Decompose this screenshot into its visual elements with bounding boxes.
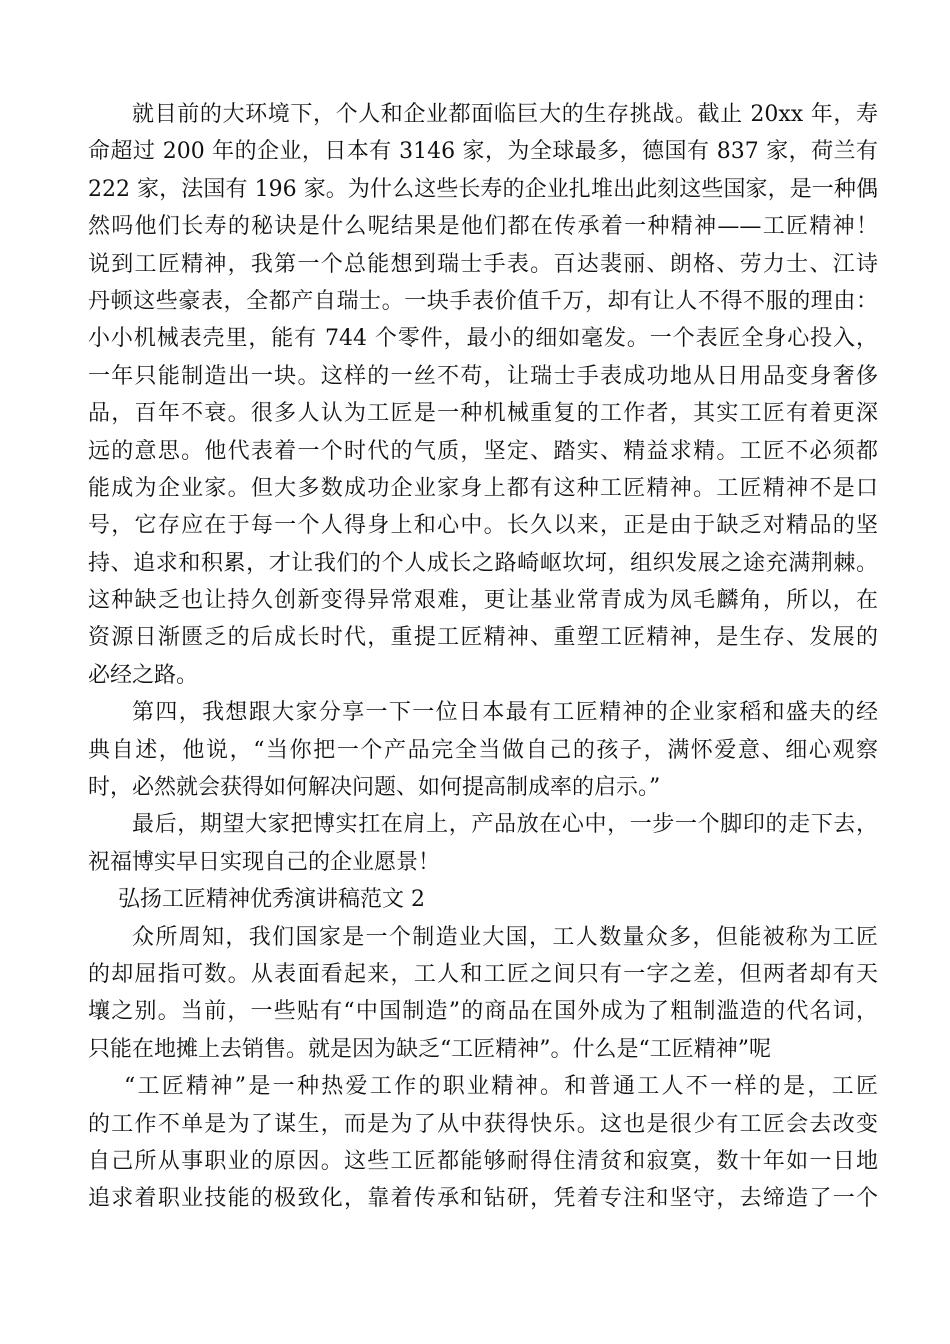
text-line: 222 家，法国有 196 家。为什么这些长寿的企业扎堆出此刻这些国家，是一种偶 bbox=[88, 176, 878, 202]
text-line: 最后，期望大家把博实扛在肩上，产品放在心中，一步一个脚印的走下去， bbox=[132, 812, 878, 838]
text-line: 必经之路。 bbox=[88, 662, 199, 688]
text-line: 自己所从事职业的原因。这些工匠都能够耐得住清贫和寂寞，数十年如一日地 bbox=[88, 1148, 878, 1174]
text-line: 就目前的大环境下，个人和企业都面临巨大的生存挑战。截止 20xx 年，寿 bbox=[132, 102, 878, 127]
text-line: 一年只能制造出一块。这样的一丝不苟，让瑞士手表成功地从日用品变身奢侈 bbox=[88, 363, 878, 389]
text-line: 只能在地摊上去销售。就是因为缺乏“工匠精神”。什么是“工匠精神”呢 bbox=[88, 1036, 771, 1062]
text-line: 命超过 200 年的企业，日本有 3146 家，为全球最多，德国有 837 家，荷兰有 bbox=[88, 139, 878, 165]
text-line: 第四，我想跟大家分享一下一位日本最有工匠精神的企业家稻和盛夫的经 bbox=[132, 700, 878, 726]
text-line: 壤之别。当前，一些贴有“中国制造”的商品在国外成为了粗制滥造的代名词， bbox=[88, 999, 878, 1025]
text-line: 祝福博实早日实现自己的企业愿景！ bbox=[88, 849, 441, 875]
section-heading: 弘扬工匠精神优秀演讲稿范文 2 bbox=[118, 887, 425, 913]
text-line: 这种缺乏也让持久创新变得异常艰难，更让基业常青成为凤毛麟角，所以，在 bbox=[88, 588, 878, 614]
text-line: 资源日渐匮乏的后成长时代，重提工匠精神、重塑工匠精神，是生存、发展的 bbox=[88, 625, 878, 651]
text-line: 小小机械表壳里，能有 744 个零件，最小的细如毫发。一个表匠全身心投入， bbox=[88, 326, 878, 352]
text-line: 品，百年不衰。很多人认为工匠是一种机械重复的工作者，其实工匠有着更深 bbox=[88, 401, 878, 427]
text-line: 持、追求和积累，才让我们的个人成长之路崎岖坎坷，组织发展之途充满荆棘。 bbox=[88, 550, 878, 576]
text-line: 能成为企业家。但大多数成功企业家身上都有这种工匠精神。工匠精神不是口 bbox=[88, 475, 878, 501]
text-line: 然吗他们长寿的秘诀是什么呢结果是他们都在传承着一种精神——工匠精神！ bbox=[88, 214, 878, 240]
text-line: 丹顿这些豪表，全都产自瑞士。一块手表价值千万，却有让人不得不服的理由： bbox=[88, 288, 878, 314]
text-line: 号，它存应在于每一个人得身上和心中。长久以来，正是由于缺乏对精品的坚 bbox=[88, 513, 878, 539]
text-line: 的工作不单是为了谋生，而是为了从中获得快乐。这也是很少有工匠会去改变 bbox=[88, 1111, 878, 1137]
text-line: 典自述，他说，“当你把一个产品完全当做自己的孩子，满怀爱意、细心观察 bbox=[88, 737, 878, 763]
text-line: 追求着职业技能的极致化，靠着传承和钻研，凭着专注和坚守，去缔造了一个 bbox=[88, 1186, 878, 1212]
text-line: 说到工匠精神，我第一个总能想到瑞士手表。百达裴丽、朗格、劳力士、江诗 bbox=[88, 251, 878, 277]
document-body bbox=[88, 96, 878, 1218]
text-line: 远的意思。他代表着一个时代的气质，坚定、踏实、精益求精。工匠不必须都 bbox=[88, 438, 878, 464]
text-line: 的却屈指可数。从表面看起来，工人和工匠之间只有一字之差，但两者却有天 bbox=[88, 961, 878, 987]
text-line: 众所周知，我们国家是一个制造业大国，工人数量众多，但能被称为工匠 bbox=[132, 924, 878, 950]
text-line: 时，必然就会获得如何解决问题、如何提高制成率的启示。” bbox=[88, 775, 661, 801]
text-line: “工匠精神”是一种热爱工作的职业精神。和普通工人不一样的是，工匠 bbox=[124, 1074, 878, 1100]
